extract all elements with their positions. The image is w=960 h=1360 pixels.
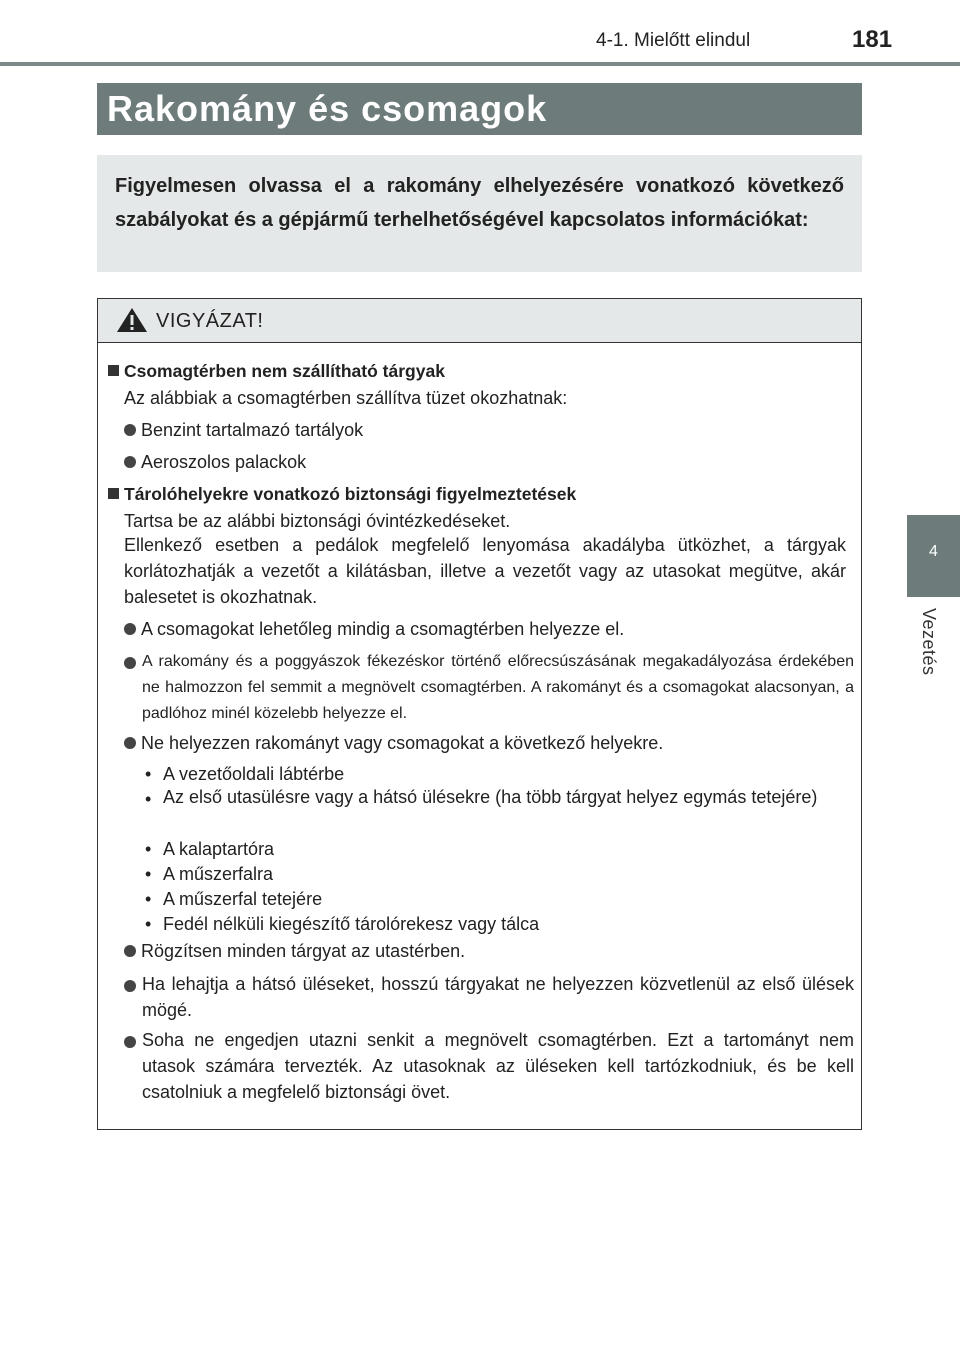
- section-heading-cargo: [108, 361, 445, 382]
- dot-bullet-icon: •: [145, 764, 152, 784]
- section-label: 4-1. Mielőtt elindul: [596, 30, 751, 51]
- sub-list-item: A kalaptartóra: [163, 839, 275, 859]
- sub-list-item: A műszerfalra: [163, 864, 274, 884]
- list-item-text: A csomagokat lehetőleg mindig a csomagtérben helyezze el.: [141, 619, 625, 639]
- list-item: [124, 420, 363, 441]
- dot-bullet-icon: •: [145, 889, 152, 909]
- square-bullet-icon: [108, 488, 119, 499]
- circle-bullet-icon: [124, 945, 136, 957]
- intro-paragraph: Figyelmesen olvassa el a rakomány elhelyezésére vonatkozó következő szabályokat és a gépjármű terhelhetőségével kapcsolatos információkat:: [97, 155, 862, 272]
- section1-text: Az alábbiak a csomagtérben szállítva tüzet okozhatnak:: [124, 388, 568, 408]
- warning-header: [98, 299, 861, 343]
- warning-label: VIGYÁZAT!: [156, 310, 264, 332]
- list-item: [124, 619, 624, 640]
- list-item-text: Ha lehajtja a hátsó üléseket, hosszú tárgyakat ne helyezzen közvetlenül az első ülések mögé.: [142, 974, 854, 1020]
- dot-bullet-icon: •: [145, 864, 152, 884]
- chapter-tab[interactable]: [907, 515, 960, 597]
- circle-bullet-icon: [124, 456, 136, 468]
- sub-list-item: Fedél nélküli kiegészítő tárolórekesz vagy tálca: [163, 914, 540, 934]
- sub-list-item: A vezetőoldali lábtérbe: [163, 764, 345, 784]
- circle-bullet-icon: [124, 1036, 136, 1048]
- section2-heading-text: Tárolóhelyekre vonatkozó biztonsági figyelmeztetések: [124, 484, 577, 504]
- circle-bullet-icon: [124, 623, 136, 635]
- page-number: 181: [852, 26, 893, 53]
- dot-bullet-icon: •: [145, 839, 152, 859]
- section2-text2: Ellenkező esetben a pedálok megfelelő lenyomása akadályba ütközhet, a tárgyak korlátozhatják a vezetőt a kilátásban, illetve a vezetőt vagy az utasokat megütve, akár balesetet is okozhatnak.: [124, 535, 846, 607]
- square-bullet-icon: [108, 365, 119, 376]
- dot-bullet-icon: •: [145, 914, 152, 934]
- sub-list-item: Az első utasülésre vagy a hátsó ülésekre (ha több tárgyat helyez egymás tetejére): [163, 787, 818, 807]
- list-item-text: Ne helyezzen rakományt vagy csomagokat a következő helyekre.: [141, 733, 664, 753]
- list-item-text: Benzint tartalmazó tartályok: [141, 420, 364, 440]
- section2-text1: Tartsa be az alábbi biztonsági óvintézkedéseket.: [124, 511, 511, 531]
- list-item: [124, 941, 465, 962]
- warning-box: [97, 298, 862, 1130]
- circle-bullet-icon: [124, 657, 136, 669]
- warning-triangle-icon: [116, 307, 148, 333]
- section-heading-storage: [108, 484, 576, 505]
- sub-list-item: A műszerfal tetejére: [163, 889, 323, 909]
- chapter-label: Vezetés: [919, 608, 939, 676]
- list-item-text: Soha ne engedjen utazni senkit a megnövelt csomagtérben. Ezt a tartományt nem utasok számára tervezték. Az utasoknak az üléseken kell tartózkodniuk, és be kell csatolniuk a megfelelő biztonsági övet.: [142, 1030, 854, 1102]
- list-item: [124, 452, 306, 473]
- page-title: Rakomány és csomagok: [97, 83, 862, 135]
- circle-bullet-icon: [124, 424, 136, 436]
- circle-bullet-icon: [124, 737, 136, 749]
- list-item-text: Aeroszolos palackok: [141, 452, 307, 472]
- circle-bullet-icon: [124, 980, 136, 992]
- list-item-text: A rakomány és a poggyászok fékezéskor történő előrecsúszásának megakadályozása érdekében ne halmozzon fel semmit a megnövelt csomagtérben. A rakományt és a csomagokat alacsonyan, a padlóhoz minél közelebb helyezze el.: [142, 653, 854, 722]
- list-item: [124, 733, 663, 754]
- list-item-text: Rögzítsen minden tárgyat az utastérben.: [141, 941, 466, 961]
- dot-bullet-icon: •: [145, 789, 152, 809]
- header-rule: [0, 62, 960, 66]
- section1-heading-text: Csomagtérben nem szállítható tárgyak: [124, 361, 445, 381]
- chapter-number: 4: [929, 543, 938, 560]
